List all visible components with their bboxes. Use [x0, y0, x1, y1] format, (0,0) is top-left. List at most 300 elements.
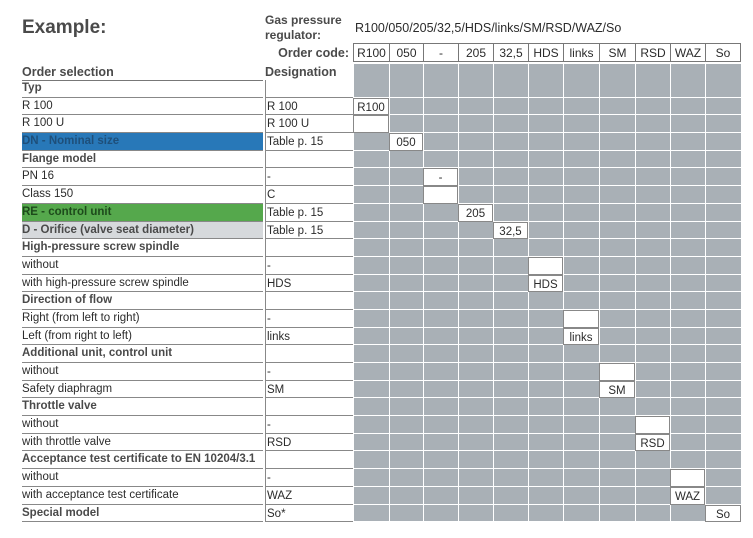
- grid-cell: [493, 328, 528, 346]
- grid-cell: [705, 186, 741, 204]
- designation-cell: [265, 345, 353, 363]
- grid-cell: [599, 292, 635, 310]
- grid-cell: [389, 186, 423, 204]
- code-grid: [353, 275, 741, 293]
- designation-cell: HDS: [265, 275, 353, 293]
- grid-cell: [528, 186, 563, 204]
- grid-cell: [389, 115, 423, 133]
- code-grid: [353, 151, 741, 169]
- order-selection-cell: Safety diaphragm: [22, 381, 263, 399]
- grid-cell: [458, 505, 493, 523]
- order-selection-cell: Direction of flow: [22, 292, 263, 310]
- grid-cell: [493, 398, 528, 416]
- grid-cell: [353, 168, 389, 186]
- grid-cell: [599, 98, 635, 116]
- order-selection-cell: Throttle valve: [22, 398, 263, 416]
- grid-cell: [458, 310, 493, 328]
- grid-cell: [528, 151, 563, 169]
- code-grid: [353, 186, 741, 204]
- grid-cell: [458, 398, 493, 416]
- grid-cell: [389, 363, 423, 381]
- grid-cell: [458, 345, 493, 363]
- grid-cell: [458, 133, 493, 151]
- grid-cell: [563, 115, 599, 133]
- grid-cell: [528, 310, 563, 328]
- grid-cell: [705, 310, 741, 328]
- grid-cell: [493, 151, 528, 169]
- order-selection-cell: without: [22, 257, 263, 275]
- designation-cell: -: [265, 363, 353, 381]
- designation-header: Designation: [265, 64, 353, 81]
- order-selection-cell: R 100 U: [22, 115, 263, 133]
- code-grid: [353, 451, 741, 469]
- grid-cell: [528, 505, 563, 523]
- gas-pressure-label: Gas pressure regulator:: [265, 13, 342, 42]
- grid-cell: [528, 168, 563, 186]
- grid-cell: [493, 292, 528, 310]
- designation-cell: R 100: [265, 98, 353, 116]
- designation-cell: Table p. 15: [265, 222, 353, 240]
- designation-cell: links: [265, 328, 353, 346]
- grid-cell: [493, 345, 528, 363]
- order-selection-cell: Class 150: [22, 186, 263, 204]
- order-selection-cell: R 100: [22, 98, 263, 116]
- designation-cell: Table p. 15: [265, 133, 353, 151]
- code-grid: [353, 98, 741, 116]
- grid-cell: [423, 80, 458, 98]
- grid-cell: [353, 222, 389, 240]
- grid-cell: [423, 469, 458, 487]
- grid-cell: [458, 222, 493, 240]
- grid-cell: [635, 222, 670, 240]
- grid-cell: [563, 345, 599, 363]
- grid-cell: [458, 363, 493, 381]
- order-selection-cell: with high-pressure screw spindle: [22, 275, 263, 293]
- order-selection-cell: DN - Nominal size: [22, 133, 263, 151]
- grid-cell: [705, 80, 741, 98]
- grid-cell: [599, 275, 635, 293]
- grid-cell: [670, 133, 705, 151]
- grid-cell: [493, 505, 528, 523]
- grid-cell: RSD: [635, 434, 670, 452]
- grid-cell: [528, 469, 563, 487]
- grid-cell: [705, 257, 741, 275]
- grid-cell: [423, 398, 458, 416]
- grid-cell: [493, 434, 528, 452]
- grid-cell: [353, 345, 389, 363]
- order-code-cell: 205: [458, 43, 493, 62]
- grid-cell: [635, 451, 670, 469]
- order-selection-cell: without: [22, 416, 263, 434]
- order-code-cell: 050: [389, 43, 423, 62]
- grid-cell: [599, 328, 635, 346]
- order-code-cell: WAZ: [670, 43, 705, 62]
- grid-cell: [705, 381, 741, 399]
- grid-cell: [705, 363, 741, 381]
- grid-cell: [458, 328, 493, 346]
- page-title: Example:: [22, 17, 107, 38]
- order-selection-cell: Right (from left to right): [22, 310, 263, 328]
- grid-cell: [635, 505, 670, 523]
- grid-cell: [599, 133, 635, 151]
- grid-cell: [563, 275, 599, 293]
- designation-cell: So*: [265, 505, 353, 523]
- grid-cell: [353, 186, 389, 204]
- grid-cell: [670, 363, 705, 381]
- grid-cell: [423, 133, 458, 151]
- grid-cell: [423, 257, 458, 275]
- grid-cell: SM: [599, 381, 635, 399]
- grid-cell: [599, 451, 635, 469]
- code-grid: [353, 292, 741, 310]
- designation-cell: -: [265, 257, 353, 275]
- grid-cell: [353, 115, 389, 133]
- grid-cell: [528, 381, 563, 399]
- grid-cell: [599, 80, 635, 98]
- grid-cell: [423, 275, 458, 293]
- grid-cell: [493, 98, 528, 116]
- grid-cell: [353, 151, 389, 169]
- grid-cell: [423, 451, 458, 469]
- code-grid: [353, 168, 741, 186]
- grid-cell: -: [423, 168, 458, 186]
- grid-cell: [528, 133, 563, 151]
- grid-cell: [353, 487, 389, 505]
- grid-cell: [423, 310, 458, 328]
- grid-cell: [670, 80, 705, 98]
- grid-cell: So: [705, 505, 741, 523]
- grid-cell: [599, 416, 635, 434]
- grid-cell: [635, 80, 670, 98]
- code-grid: [353, 310, 741, 328]
- grid-cell: [670, 186, 705, 204]
- grid-cell: 32,5: [493, 222, 528, 240]
- header-grid: [353, 64, 741, 81]
- grid-cell: [528, 487, 563, 505]
- grid-cell: [563, 204, 599, 222]
- grid-cell: [563, 64, 599, 81]
- code-grid: [353, 204, 741, 222]
- code-grid: [353, 469, 741, 487]
- grid-cell: [389, 204, 423, 222]
- grid-cell: [599, 204, 635, 222]
- code-grid: [353, 398, 741, 416]
- designation-cell: [265, 292, 353, 310]
- code-grid: [353, 416, 741, 434]
- grid-cell: [528, 98, 563, 116]
- grid-cell: [670, 381, 705, 399]
- grid-cell: [635, 133, 670, 151]
- grid-cell: [423, 363, 458, 381]
- grid-cell: [635, 98, 670, 116]
- order-selection-cell: High-pressure screw spindle: [22, 239, 263, 257]
- grid-cell: [353, 204, 389, 222]
- grid-cell: [705, 416, 741, 434]
- grid-cell: [563, 469, 599, 487]
- grid-cell: [635, 239, 670, 257]
- grid-cell: [670, 204, 705, 222]
- grid-cell: [563, 434, 599, 452]
- grid-cell: [599, 222, 635, 240]
- grid-cell: [705, 328, 741, 346]
- grid-cell: [389, 239, 423, 257]
- grid-cell: [528, 345, 563, 363]
- grid-cell: [458, 80, 493, 98]
- grid-cell: [563, 168, 599, 186]
- grid-cell: [563, 381, 599, 399]
- grid-cell: [705, 487, 741, 505]
- grid-cell: [528, 328, 563, 346]
- grid-cell: [599, 186, 635, 204]
- designation-cell: C: [265, 186, 353, 204]
- grid-cell: [423, 416, 458, 434]
- grid-cell: [389, 381, 423, 399]
- grid-cell: [389, 416, 423, 434]
- grid-cell: [635, 168, 670, 186]
- grid-cell: [599, 363, 635, 381]
- order-code-cell: So: [705, 43, 741, 62]
- grid-cell: [705, 168, 741, 186]
- grid-cell: [635, 292, 670, 310]
- grid-cell: [389, 487, 423, 505]
- code-grid: [353, 381, 741, 399]
- code-grid: [353, 487, 741, 505]
- grid-cell: [493, 363, 528, 381]
- grid-cell: [635, 469, 670, 487]
- order-selection-cell: without: [22, 469, 263, 487]
- grid-cell: [353, 64, 389, 81]
- grid-cell: [670, 98, 705, 116]
- grid-cell: [563, 257, 599, 275]
- gas-pressure-value: R100/050/205/32,5/HDS/links/SM/RSD/WAZ/So: [355, 21, 622, 35]
- order-code-label: Order code:: [278, 46, 349, 60]
- grid-cell: [458, 239, 493, 257]
- grid-cell: [528, 416, 563, 434]
- order-selection-cell: Additional unit, control unit: [22, 345, 263, 363]
- grid-cell: [563, 133, 599, 151]
- grid-cell: [353, 505, 389, 523]
- grid-cell: [705, 469, 741, 487]
- grid-cell: [563, 151, 599, 169]
- grid-cell: [705, 292, 741, 310]
- code-grid: [353, 222, 741, 240]
- grid-cell: [458, 115, 493, 133]
- grid-cell: [389, 469, 423, 487]
- grid-cell: [670, 416, 705, 434]
- grid-cell: WAZ: [670, 487, 705, 505]
- grid-cell: [353, 257, 389, 275]
- order-selection-cell: Special model: [22, 505, 263, 523]
- grid-cell: [528, 434, 563, 452]
- grid-cell: [563, 310, 599, 328]
- grid-cell: [458, 292, 493, 310]
- grid-cell: [528, 115, 563, 133]
- grid-cell: [670, 310, 705, 328]
- grid-cell: [599, 168, 635, 186]
- order-code-cell: 32,5: [493, 43, 528, 62]
- grid-cell: [670, 434, 705, 452]
- grid-cell: [635, 64, 670, 81]
- grid-cell: [353, 133, 389, 151]
- grid-cell: [563, 398, 599, 416]
- grid-cell: [353, 469, 389, 487]
- grid-cell: [423, 115, 458, 133]
- grid-cell: [670, 257, 705, 275]
- grid-cell: [353, 398, 389, 416]
- grid-cell: [353, 363, 389, 381]
- designation-cell: [265, 151, 353, 169]
- order-selection-cell: with acceptance test certificate: [22, 487, 263, 505]
- grid-cell: [635, 257, 670, 275]
- grid-cell: [563, 451, 599, 469]
- grid-cell: [458, 168, 493, 186]
- grid-cell: [493, 257, 528, 275]
- designation-cell: Table p. 15: [265, 204, 353, 222]
- grid-cell: [389, 151, 423, 169]
- grid-cell: [458, 381, 493, 399]
- grid-cell: [493, 451, 528, 469]
- grid-cell: [528, 292, 563, 310]
- grid-cell: [353, 80, 389, 98]
- grid-cell: [458, 469, 493, 487]
- grid-cell: [389, 80, 423, 98]
- order-selection-cell: Acceptance test certificate to EN 10204/3.1: [22, 451, 263, 469]
- grid-cell: [389, 257, 423, 275]
- grid-cell: [635, 186, 670, 204]
- designation-cell: R 100 U: [265, 115, 353, 133]
- grid-cell: [563, 239, 599, 257]
- order-code-header: [353, 43, 741, 62]
- order-selection-cell: PN 16: [22, 168, 263, 186]
- grid-cell: [705, 345, 741, 363]
- order-selection-cell: Typ: [22, 80, 263, 98]
- grid-cell: [705, 204, 741, 222]
- grid-cell: [493, 186, 528, 204]
- grid-cell: [705, 222, 741, 240]
- grid-cell: [670, 222, 705, 240]
- order-selection-header: Order selection: [22, 64, 263, 81]
- order-selection-cell: RE - control unit: [22, 204, 263, 222]
- designation-cell: -: [265, 168, 353, 186]
- grid-cell: [353, 275, 389, 293]
- grid-cell: [389, 292, 423, 310]
- designation-cell: -: [265, 469, 353, 487]
- grid-cell: [635, 151, 670, 169]
- grid-cell: [389, 222, 423, 240]
- grid-cell: [458, 451, 493, 469]
- order-selection-cell: with throttle valve: [22, 434, 263, 452]
- grid-cell: [389, 345, 423, 363]
- grid-cell: [670, 469, 705, 487]
- grid-cell: [389, 64, 423, 81]
- grid-cell: [389, 310, 423, 328]
- code-grid: [353, 115, 741, 133]
- grid-cell: [670, 151, 705, 169]
- grid-cell: 205: [458, 204, 493, 222]
- grid-cell: [458, 98, 493, 116]
- grid-cell: [528, 451, 563, 469]
- grid-cell: [563, 363, 599, 381]
- grid-cell: [670, 292, 705, 310]
- grid-cell: [423, 186, 458, 204]
- code-grid: [353, 434, 741, 452]
- grid-cell: [423, 64, 458, 81]
- grid-cell: [635, 204, 670, 222]
- code-grid: [353, 80, 741, 98]
- grid-cell: [353, 310, 389, 328]
- grid-cell: [493, 469, 528, 487]
- grid-cell: [528, 64, 563, 81]
- grid-cell: [599, 239, 635, 257]
- grid-cell: [670, 505, 705, 523]
- grid-cell: [635, 115, 670, 133]
- grid-cell: [670, 398, 705, 416]
- grid-cell: [493, 381, 528, 399]
- grid-cell: [458, 151, 493, 169]
- grid-cell: [635, 345, 670, 363]
- grid-cell: [635, 363, 670, 381]
- grid-cell: [705, 133, 741, 151]
- grid-cell: [705, 64, 741, 81]
- grid-cell: [670, 275, 705, 293]
- grid-cell: [670, 115, 705, 133]
- designation-cell: WAZ: [265, 487, 353, 505]
- grid-cell: [353, 434, 389, 452]
- grid-cell: [389, 434, 423, 452]
- order-code-cell: links: [563, 43, 599, 62]
- grid-cell: [458, 275, 493, 293]
- grid-cell: [528, 239, 563, 257]
- grid-cell: [528, 257, 563, 275]
- grid-cell: [705, 98, 741, 116]
- grid-cell: [389, 505, 423, 523]
- grid-cell: [389, 398, 423, 416]
- grid-cell: [353, 328, 389, 346]
- order-selection-cell: without: [22, 363, 263, 381]
- grid-cell: [493, 416, 528, 434]
- grid-cell: [528, 80, 563, 98]
- code-grid: [353, 345, 741, 363]
- grid-cell: [423, 239, 458, 257]
- code-grid: [353, 328, 741, 346]
- grid-cell: [423, 328, 458, 346]
- grid-cell: [705, 115, 741, 133]
- grid-cell: [423, 381, 458, 399]
- grid-cell: [635, 416, 670, 434]
- grid-cell: [389, 168, 423, 186]
- grid-cell: [705, 151, 741, 169]
- grid-cell: [599, 257, 635, 275]
- grid-cell: 050: [389, 133, 423, 151]
- grid-cell: [458, 186, 493, 204]
- code-grid: [353, 239, 741, 257]
- grid-cell: [528, 204, 563, 222]
- designation-cell: [265, 239, 353, 257]
- order-code-cell: R100: [353, 43, 389, 62]
- grid-cell: [705, 398, 741, 416]
- grid-cell: [705, 275, 741, 293]
- grid-cell: [599, 310, 635, 328]
- grid-cell: [599, 64, 635, 81]
- grid-cell: [389, 451, 423, 469]
- grid-cell: [423, 505, 458, 523]
- grid-cell: [599, 469, 635, 487]
- grid-cell: [353, 451, 389, 469]
- grid-cell: [528, 398, 563, 416]
- grid-cell: [599, 398, 635, 416]
- grid-cell: [493, 275, 528, 293]
- order-selection-cell: Flange model: [22, 151, 263, 169]
